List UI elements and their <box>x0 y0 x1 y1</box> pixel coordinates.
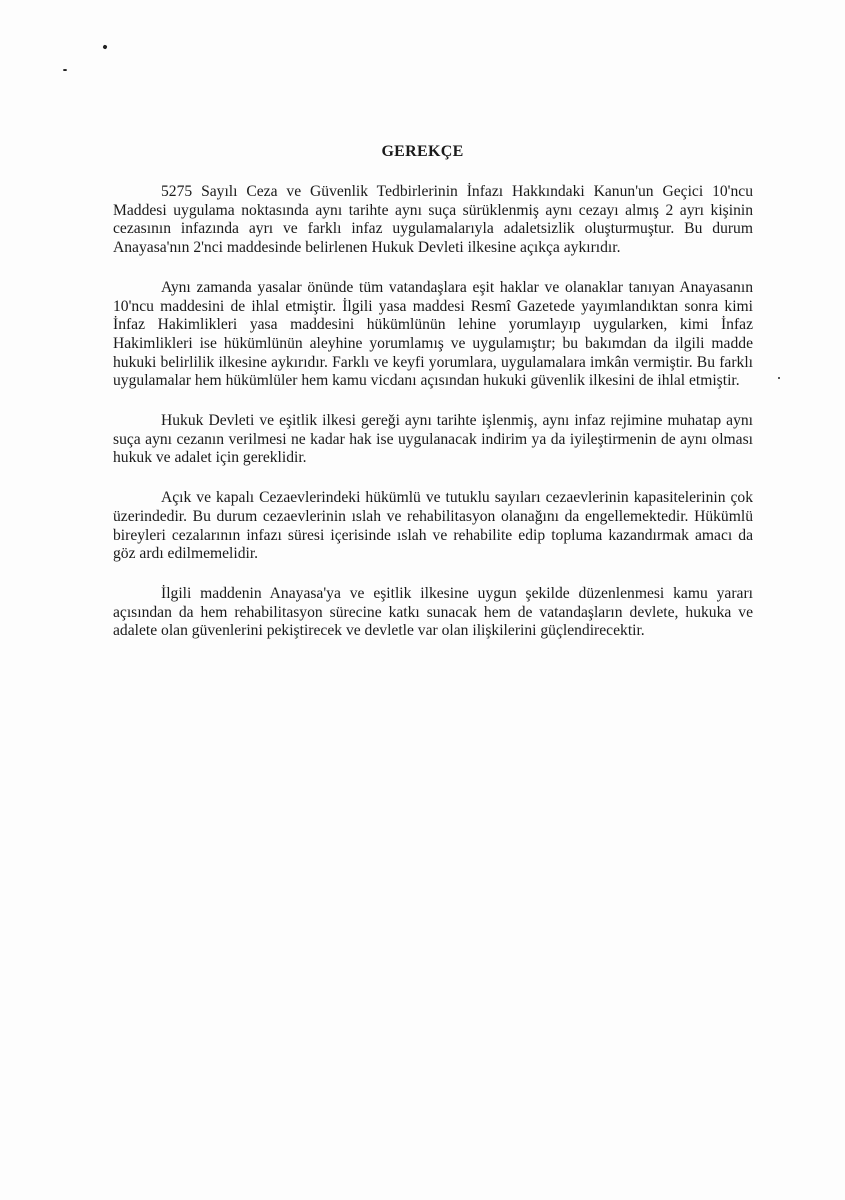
paragraph: Hukuk Devleti ve eşitlik ilkesi gereği aynı tarihte işlenmiş, aynı infaz rejimine muhatap aynı suça aynı cezanın verilmesi ne kadar hak ise uygulanacak indirim ya da iyileştirmenin de aynı olması hukuk ve adalet için gereklidir. <box>113 412 753 467</box>
document-body <box>113 183 753 662</box>
scan-speck <box>63 69 67 71</box>
paragraph: 5275 Sayılı Ceza ve Güvenlik Tedbirlerinin İnfazı Hakkındaki Kanun'un Geçici 10'ncu Maddesi uygulama noktasında aynı tarihte aynı suça sürüklenmiş aynı cezayı almış 2 ayrı kişinin cezasının infazında ayrı ve farklı infaz uygulamalarıyla adaletsizlik oluşturmuştur. Bu durum Anayasa'nın 2'nci maddesinde belirlenen Hukuk Devleti ilkesine açıkça aykırıdır. <box>113 183 753 257</box>
scan-speck <box>778 377 780 379</box>
paragraph: Açık ve kapalı Cezaevlerindeki hükümlü ve tutuklu sayıları cezaevlerinin kapasitelerinin çok üzerindedir. Bu durum cezaevlerinin ıslah ve rehabilitasyon olanağını da engellemektedir. Hükümlü bireyleri cezalarının infazı süresi içerisinde ıslah ve rehabilite edip topluma kazandırmak amacı da göz ardı edilmemelidir. <box>113 489 753 563</box>
scan-speck <box>102 44 107 49</box>
paragraph: Aynı zamanda yasalar önünde tüm vatandaşlara eşit haklar ve olanaklar tanıyan Anayasanın 10'ncu maddesini de ihlal etmiştir. İlgili yasa maddesi Resmî Gazetede yayımlandıktan sonra kimi İnfaz Hakimlikleri yasa maddesini hükümlünün lehine yorumlayıp uygularken, kimi İnfaz Hakimlikleri ise hükümlünün aleyhine yorumlamış ve uygulamıştır; bu bakımdan da ilgili madde hukuki belirlilik ilkesine aykırıdır. Farklı ve keyfi yorumlara, uygulamalara imkân vermiştir. Bu farklı uygulamalar hem hükümlüler hem kamu vicdanı açısından hukuki güvenlik ilkesini de ihlal etmiştir. <box>113 278 753 390</box>
document-title: GEREKÇE <box>381 143 464 160</box>
paragraph: İlgili maddenin Anayasa'ya ve eşitlik ilkesine uygun şekilde düzenlenmesi kamu yararı açısından da hem rehabilitasyon sürecine katkı sunacak hem de vatandaşların devlete, hukuka ve adalete olan güvenlerini pekiştirecek ve devletle var olan ilişkilerini güçlendirecektir. <box>113 584 753 640</box>
